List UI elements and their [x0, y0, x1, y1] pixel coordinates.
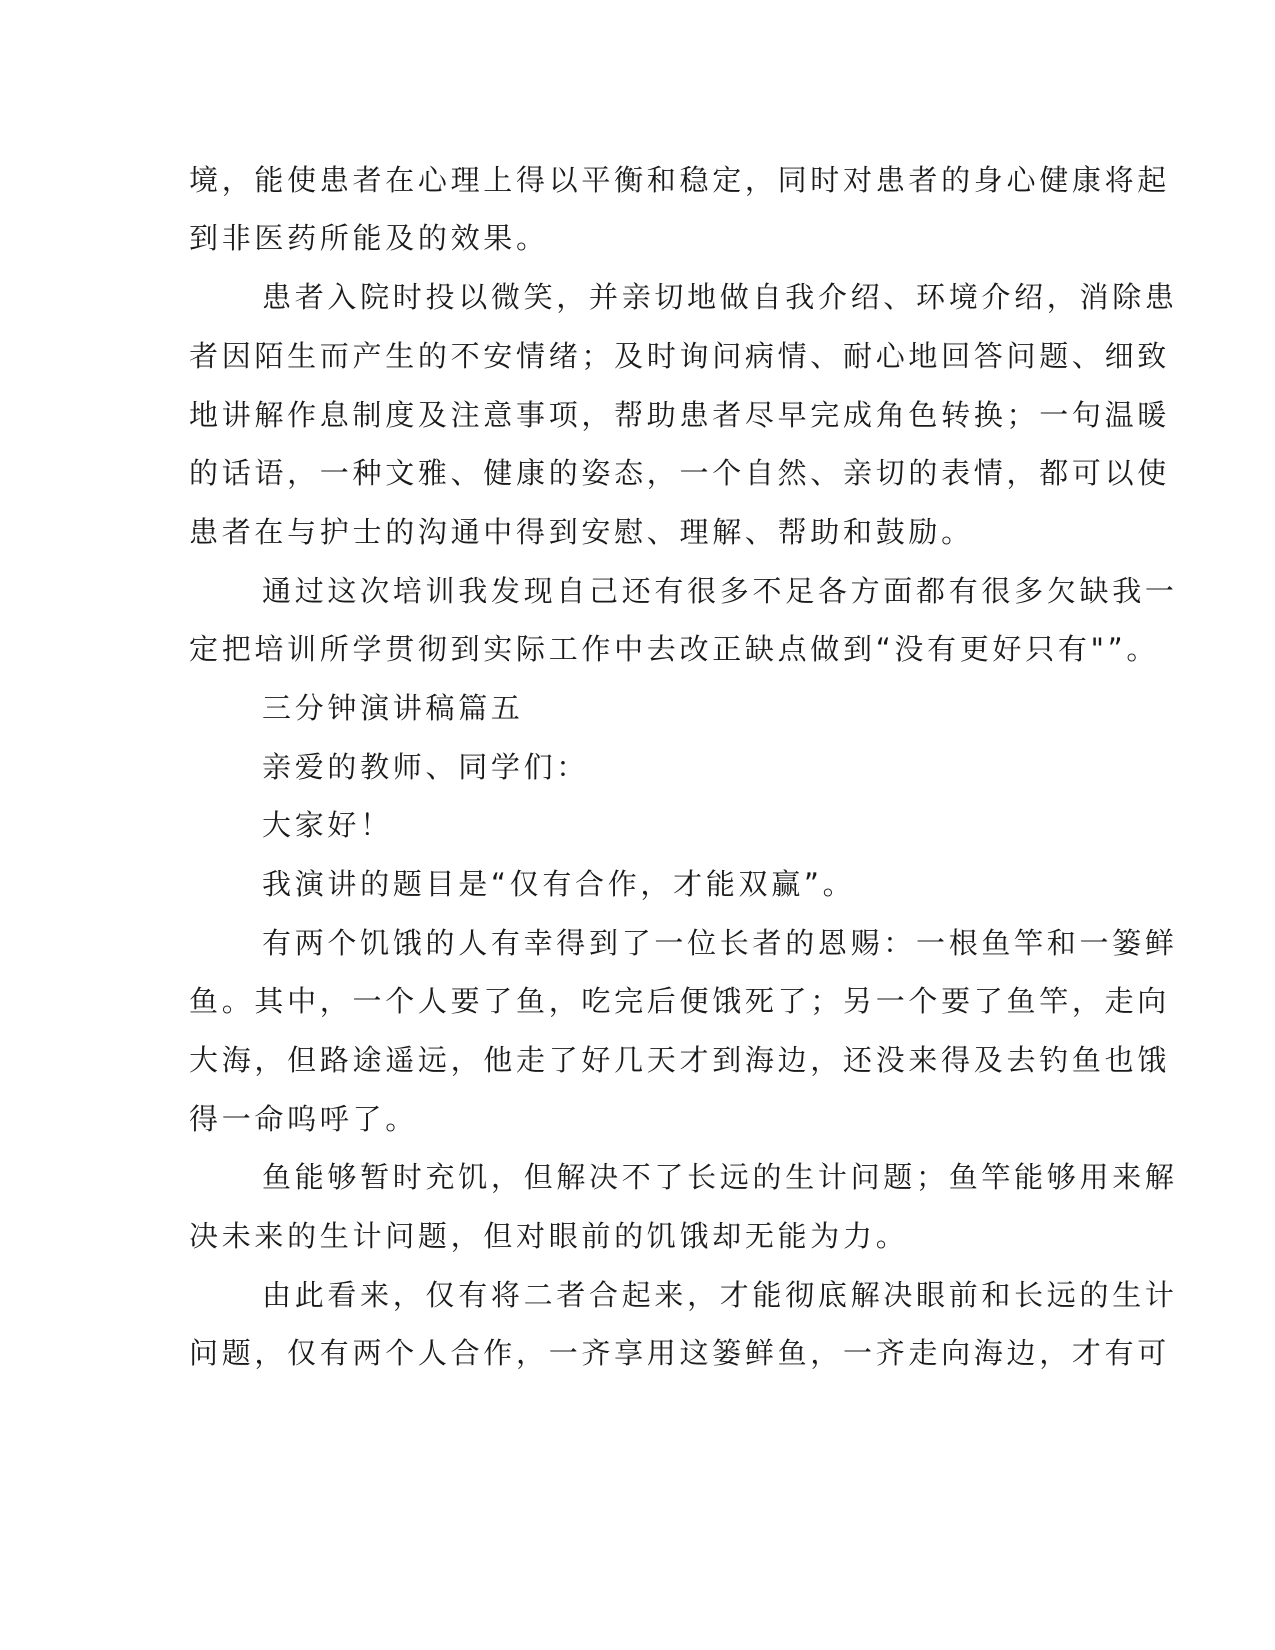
text-line: 大海，但路途遥远，他走了好几天才到海边，还没来得及去钓鱼也饿: [189, 1043, 1171, 1077]
section-heading: 三分钟演讲稿篇五: [262, 691, 524, 725]
text-line: 者因陌生而产生的不安情绪；及时询问病情、耐心地回答问题、细致: [189, 339, 1171, 373]
paragraph-start-line: 由此看来，仅有将二者合起来，才能彻底解决眼前和长远的生计: [262, 1278, 1178, 1312]
greeting: 大家好！: [262, 808, 393, 842]
text-line: 问题，仅有两个人合作，一齐享用这篓鲜鱼，一齐走向海边，才有可: [189, 1336, 1171, 1370]
text-line: 鱼。其中，一个人要了鱼，吃完后便饿死了；另一个要了鱼竿，走向: [189, 984, 1171, 1018]
text-line: 决未来的生计问题，但对眼前的饥饿却无能为力。: [189, 1219, 909, 1253]
paragraph-start-line: 患者入院时投以微笑，并亲切地做自我介绍、环境介绍，消除患: [262, 280, 1178, 314]
paragraph-start-line: 通过这次培训我发现自己还有很多不足各方面都有很多欠缺我一: [262, 574, 1178, 608]
text-line: 地讲解作息制度及注意事项，帮助患者尽早完成角色转换；一句温暖: [189, 398, 1171, 432]
text-line: 定把培训所学贯彻到实际工作中去改正缺点做到“没有更好只有"”。: [189, 632, 1160, 666]
paragraph-start-line: 鱼能够暂时充饥，但解决不了长远的生计问题；鱼竿能够用来解: [262, 1160, 1178, 1194]
text-line: 的话语，一种文雅、健康的姿态，一个自然、亲切的表情，都可以使: [189, 456, 1171, 490]
text-line: 境，能使患者在心理上得以平衡和稳定，同时对患者的身心健康将起: [189, 163, 1171, 197]
speech-topic-line: 我演讲的题目是“仅有合作，才能双赢”。: [262, 867, 856, 901]
paragraph-start-line: 有两个饥饿的人有幸得到了一位长者的恩赐：一根鱼竿和一篓鲜: [262, 926, 1178, 960]
text-line: 得一命呜呼了。: [189, 1102, 418, 1136]
text-line: 患者在与护士的沟通中得到安慰、理解、帮助和鼓励。: [189, 515, 974, 549]
salutation: 亲爱的教师、同学们：: [262, 750, 590, 784]
text-line: 到非医药所能及的效果。: [189, 221, 549, 255]
